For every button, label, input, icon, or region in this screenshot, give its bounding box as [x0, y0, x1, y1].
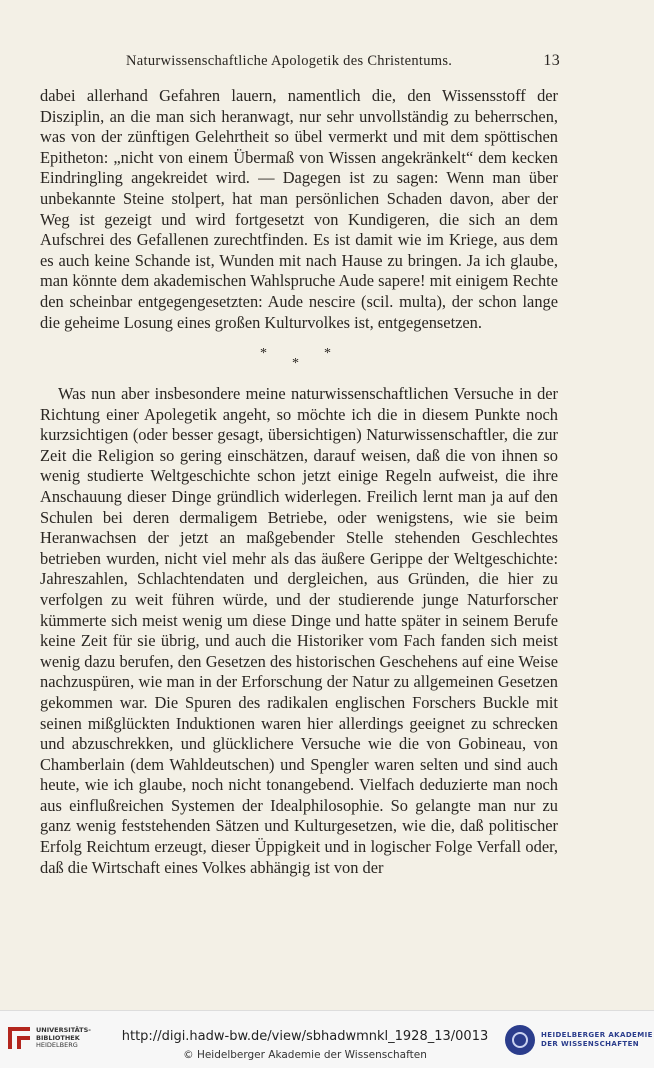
- asterism-divider: [258, 346, 338, 376]
- page-number: 13: [543, 52, 560, 69]
- copyright-notice: © Heidelberger Akademie der Wissenschaften: [183, 1049, 427, 1061]
- paragraph-2: Was nun aber insbesondere meine naturwissenschaftlichen Versuche in der Richtung einer Apolegetik angeht, so möchte ich die in diesem Punkte noch kurzsichtigen (oder besser gesagt, übersichtigen) Naturwissenschaftler, die zur Zeit die Religion so gering einschätzen, darauf weisen, daß die von ihnen so wenig studierte Weltgeschichte schon jetzt einige Regeln aufweist, die ihre Anschauung dieser Dinge gründlich widerlegen. Freilich lernt man ja auf den Schulen bei deren dermaligem Betriebe, oder wenigstens, wie sie beim Heranwachsen der jetzt an maßgebender Stelle stehenden Geschlechtes betrieben wurden, nicht viel mehr als das äußere Gerippe der Weltgeschichte: Jahreszahlen, Schlachtendaten und dergleichen, aus Gründen, die hier zu verfolgen zu weit führen würde, und der studierende junge Naturforscher kümmerte sich meist wenig um diese Dinge und hatte später in seinem Berufe keine Zeit für sie übrig, und auch die Historiker vom Fach fanden sich meist wenig dazu berufen, den Gesetzen des historischen Geschehens auf eine Weise nachzuspüren, wie man in der Erforschung der Natur zu allgemeinen Gesetzen gekommen war. Die Spuren des radikalen englischen Forschers Buckle mit seinen mißglückten Induktionen waren hier allerdings geeignet zu schrecken und abzuschrekken, und glücklichere Versuche wie die von Gobineau, von Chamberlain (dem Wahldeutschen) und Spengler waren selten und sind auch heute, wie ich glaube, noch nicht tonangebend. Vielfach deduzierte man noch aus einflußreichen Systemen der Idealphilosophie. So gelangte man nur zu ganz wenig feststehenden Sätzen und Kulturgesetzen, wie die, daß politischer Erfolg Reichtum erzeugt, dieser Üppigkeit und in logischer Folge Verfall oder, daß die Wirtschaft eines Volkes abhängig ist von der: [40, 384, 558, 877]
- body-text-top: [40, 86, 558, 333]
- running-head: [40, 52, 560, 70]
- asterisk-right: *: [324, 346, 331, 361]
- body-text-bottom: [40, 384, 558, 878]
- paragraph-1: dabei allerhand Gefahren lauern, namentlich die, den Wissensstoff der Disziplin, an die man sich heranwagt, nur sehr unvollständig zu beherrschen, was von der zünftigen Gelehrtheit so übel vermerkt und mit dem spöttischen Epitheton: „nicht von einem Übermaß von Wissen angekränkelt“ dem kecken Eindringling angekreidet wird. — Dagegen ist zu sagen: Wenn man über unbekannte Steine stolpert, hat man persönlichen Schaden davon, aber der Weg ist gezeigt und wird fortgesetzt von Kundigeren, die sich an dem Aufschrei des Gefallenen zurechtfinden. Es ist damit wie im Kriege, aus dem es auch keine Schande ist, Wunden mit nach Hause zu bringen. Ja ich glaube, man könnte dem akademischen Wahlspruche Aude sapere! mit einigem Rechte den scheinbar entgegengesetzten: Aude nescire (scil. multa), der schon lange die geheime Losung eines großen Kulturvolkes ist, entgegensetzen.: [40, 86, 558, 332]
- academy-name-line-1: HEIDELBERGER AKADEMIE: [541, 1031, 653, 1039]
- permalink-url[interactable]: http://digi.hadw-bw.de/view/sbhadwmnkl_1928_13/0013: [121, 1029, 489, 1044]
- viewer-footer: [0, 1010, 654, 1068]
- academy-logo[interactable]: [505, 1025, 653, 1055]
- library-name-line-2: BIBLIOTHEK: [36, 1033, 80, 1042]
- asterisk-center: *: [292, 356, 299, 371]
- library-name-line-1: UNIVERSITÄTS-: [36, 1026, 91, 1034]
- academy-seal-icon: [505, 1025, 535, 1055]
- running-title: Naturwissenschaftliche Apologetik des Christentums.: [126, 53, 453, 69]
- academy-name-line-2: DER WISSENSCHAFTEN: [541, 1040, 640, 1048]
- university-library-logo[interactable]: [8, 1027, 91, 1050]
- ub-logo-icon: [8, 1027, 30, 1049]
- asterisk-left: *: [260, 346, 267, 361]
- library-name-line-3: HEIDELBERG: [36, 1041, 78, 1049]
